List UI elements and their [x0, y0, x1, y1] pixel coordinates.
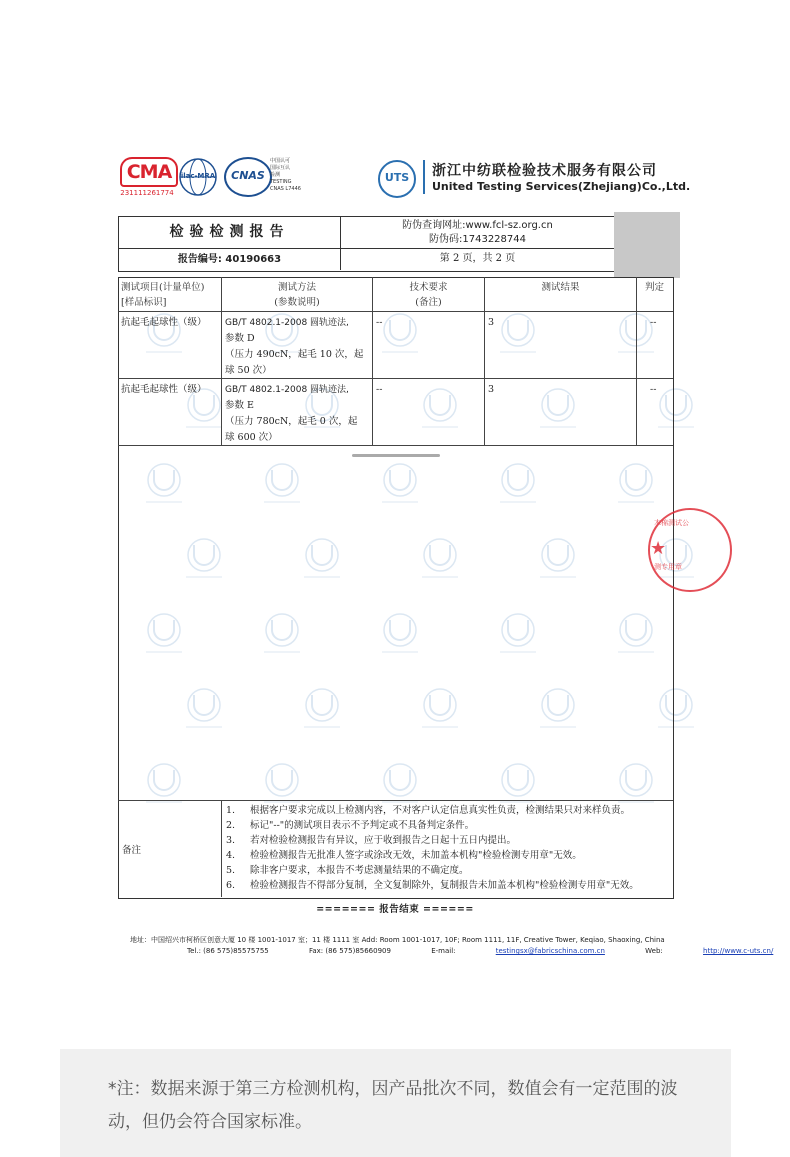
header-result	[485, 280, 636, 295]
row1-item: 抗起毛起球性（级）	[121, 317, 207, 328]
cnas-side-line: 检测	[270, 172, 281, 178]
footer-note: *注：数据来源于第三方检测机构，因产品批次不同，数值会有一定范围的波动，但仍会符合国家标准。	[108, 1079, 678, 1132]
row1-verdict: --	[650, 317, 657, 328]
header-line: 技术要求	[409, 282, 448, 293]
email-link[interactable]: testingsx@fabricschina.com.cn	[495, 947, 605, 955]
cnas-side-text	[270, 158, 301, 193]
anti-fake-url-line	[341, 219, 614, 233]
header-line: 测试项目(计量单位)	[121, 282, 205, 293]
table-divider	[118, 378, 673, 379]
cma-mark: CMA	[120, 157, 178, 187]
note-text: 若对检验检测报告有异议，应于收到报告之日起十五日内提出。	[250, 835, 517, 846]
row2-item: 抗起毛起球性（级）	[121, 384, 207, 395]
star-icon: ★	[650, 538, 667, 559]
row1-requirement: --	[376, 317, 383, 328]
header-method	[222, 280, 372, 310]
anti-fake-code: 1743228744	[462, 234, 526, 245]
cnas-label: CNAS	[231, 169, 265, 182]
ilac-mra-logo	[178, 157, 218, 197]
uts-logo-text: UTS	[384, 171, 410, 184]
header-item	[118, 280, 224, 310]
web-group	[645, 947, 773, 955]
anti-fake-url-label: 防伪查询网址:	[402, 220, 466, 231]
header-line: 测试方法	[277, 282, 316, 293]
method-line: （压力 780cN，起毛 0 次，起	[225, 416, 358, 427]
cnas-side-line: CNAS L7446	[270, 186, 301, 192]
note-item	[226, 833, 516, 848]
note-number: 1.	[226, 805, 236, 816]
address-line: 地址：中国绍兴市柯桥区创意大厦 10 楼 1001-1017 室；11 楼 1111 室 Add: Room 1001-1017, 10F; Room 1111, 11F, Creative Tower, Keqiao, Shaoxing, China	[130, 936, 665, 944]
method-line: 参数 D	[225, 333, 255, 344]
cma-logo	[120, 157, 174, 197]
note-text: 除非客户要求，本报告不考虑测量结果的不确定度。	[250, 865, 469, 876]
fax: Fax: (86 575)85660909	[308, 947, 391, 955]
seal-text-top: 木棉测试公	[654, 519, 689, 527]
note-text: 标记"--"的测试项目表示不予判定或不具备判定条件。	[250, 820, 475, 831]
header-line: (备注)	[415, 297, 442, 308]
note-number: 3.	[226, 835, 236, 846]
cnas-side-line: 中国认可	[270, 158, 291, 164]
report-number-label: 报告编号:	[177, 254, 222, 265]
note-number: 4.	[226, 850, 236, 861]
anti-fake-info	[341, 219, 614, 247]
method-line: GB/T 4802.1-2008 圆轨迹法,	[225, 385, 349, 395]
note-item	[226, 848, 582, 863]
cnas-side-line: TESTING	[270, 179, 292, 185]
method-line: （压力 490cN，起毛 10 次，起	[225, 349, 364, 360]
note-item	[226, 818, 474, 833]
page-indicator: 第 2 页，共 2 页	[439, 253, 516, 264]
method-line: GB/T 4802.1-2008 圆轨迹法,	[225, 318, 349, 328]
row2-method	[225, 382, 371, 446]
table-divider	[118, 800, 673, 801]
anti-fake-url: www.fcl-sz.org.cn	[465, 220, 553, 231]
note-text: 检验检测报告不得部分复制，全文复制除外，复制报告未加盖本机构"检验检测专用章"无效。	[250, 880, 639, 891]
report-end-marker: ======= 报告结束 ======	[316, 904, 474, 915]
header-line: 判定	[644, 282, 664, 293]
header-line: (参数说明)	[274, 297, 320, 308]
table-divider	[484, 277, 485, 446]
note-item	[226, 878, 639, 893]
anti-fake-code-line	[341, 233, 614, 247]
report-number	[119, 249, 341, 270]
row2-result: 3	[488, 384, 495, 395]
note-text: 根据客户要求完成以上检测内容，不对客户认定信息真实性负责，检测结果只对来样负责。	[250, 805, 631, 816]
note-item	[226, 803, 630, 818]
ilac-label: ilac-MRA	[180, 172, 216, 180]
header-requirement	[373, 280, 484, 310]
row1-result: 3	[488, 317, 495, 328]
method-line: 球 50 次）	[225, 365, 272, 376]
method-line: 参数 E	[225, 400, 254, 411]
redacted-block	[614, 212, 680, 278]
seal-text-bottom: 测专用章	[654, 563, 682, 571]
email-label: E-mail:	[431, 947, 458, 955]
cnas-side-line: 国际互认	[270, 165, 291, 171]
note-number: 6.	[226, 880, 236, 891]
company-name-cn: 浙江中纺联检验技术服务有限公司	[432, 163, 657, 179]
uts-logo	[378, 160, 416, 198]
header-verdict	[637, 280, 672, 295]
notes-label: 备注	[122, 845, 142, 856]
report-title: 检验检测报告	[119, 217, 341, 249]
cnas-logo	[224, 157, 272, 197]
table-divider	[221, 800, 222, 897]
header-line: [样品标识]	[121, 297, 167, 308]
row2-verdict: --	[650, 384, 657, 395]
company-name-en: United Testing Services(Zhejiang)Co.,Ltd.	[432, 180, 691, 193]
table-divider	[118, 445, 673, 446]
method-line: 球 600 次）	[225, 432, 278, 443]
report-number-value: 40190663	[225, 254, 282, 265]
note-number: 2.	[226, 820, 236, 831]
cma-number: 231111261774	[120, 189, 174, 197]
tel: Tel.: (86 575)85575755	[187, 947, 269, 955]
image-scroll-indicator	[352, 454, 440, 457]
header-divider	[341, 248, 614, 249]
note-item	[226, 863, 469, 878]
contact-line	[187, 947, 773, 955]
logo-divider	[423, 160, 425, 194]
note-number: 5.	[226, 865, 236, 876]
table-divider	[636, 277, 637, 446]
web-link[interactable]: http://www.c-uts.cn/	[703, 947, 774, 955]
official-seal	[648, 508, 732, 592]
web-label: Web:	[645, 947, 666, 955]
header-line: 测试结果	[541, 282, 580, 293]
row2-requirement: --	[376, 384, 383, 395]
anti-fake-code-label: 防伪码:	[429, 234, 463, 245]
note-text: 检验检测报告无批准人签字或涂改无效，未加盖本机构"检验检测专用章"无效。	[250, 850, 582, 861]
row1-method	[225, 315, 371, 379]
email-group	[431, 947, 605, 955]
table-divider	[118, 311, 673, 312]
